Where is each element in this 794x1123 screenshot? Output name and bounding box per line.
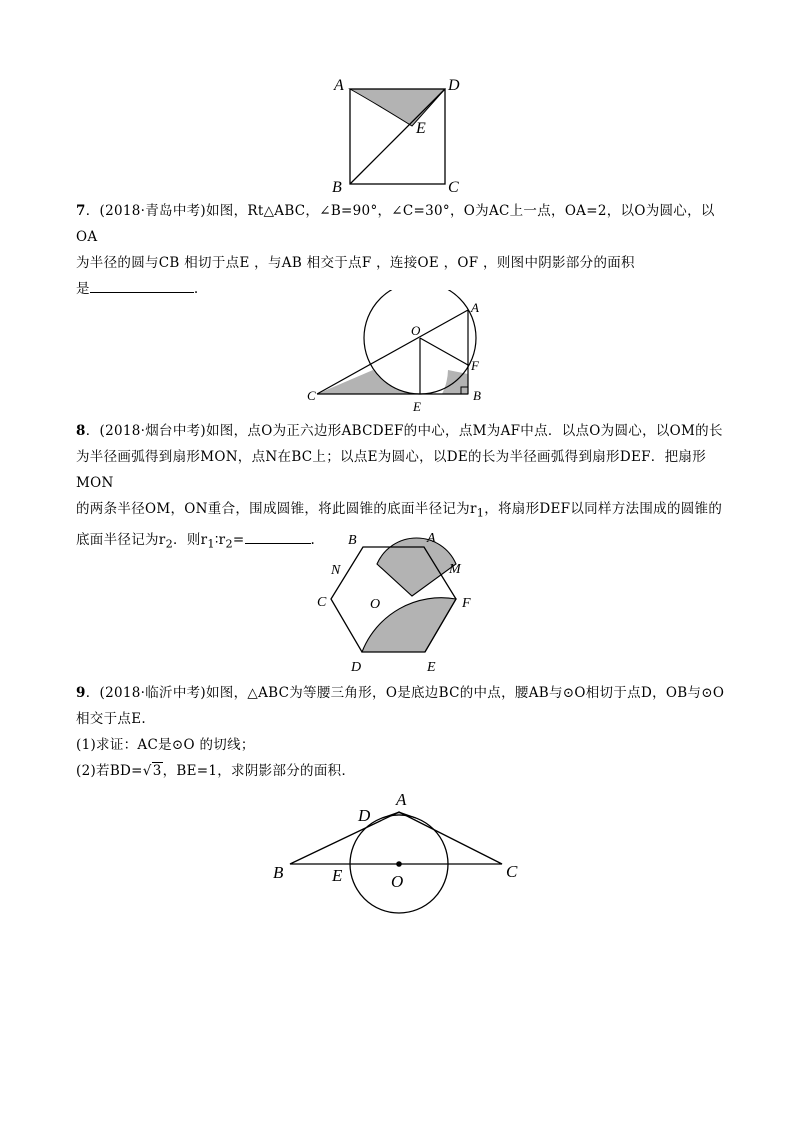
label-c: C bbox=[506, 862, 518, 881]
figure-q9 bbox=[270, 785, 530, 920]
figure-q7 bbox=[305, 290, 505, 415]
label-c: C bbox=[307, 388, 316, 403]
triangle-abc bbox=[290, 812, 502, 864]
label-d: D bbox=[448, 77, 460, 94]
label-n: N bbox=[331, 563, 341, 578]
q8-number: 8 bbox=[76, 423, 86, 439]
q7-number: 7 bbox=[76, 203, 86, 219]
q7-text-1: 如图，Rt△ABC，∠B=90°，∠C=30°，O为AC上一点，OA=2，以O为圆心，以OA bbox=[76, 203, 715, 245]
label-e: E bbox=[427, 660, 436, 675]
q7-line-3: 是 . bbox=[76, 276, 726, 302]
label-o: O bbox=[411, 323, 421, 338]
q8-line-1: 8．(2018·烟台中考)如图，点O为正六边形ABCDEF的中心，点M为AF中点．以点O为圆心，以OM的长 bbox=[76, 423, 723, 439]
question-9 bbox=[76, 680, 726, 784]
center-point bbox=[396, 861, 402, 867]
label-f: F bbox=[462, 596, 471, 611]
label-a: A bbox=[396, 790, 407, 809]
label-b: B bbox=[348, 533, 357, 548]
label-e: E bbox=[416, 120, 426, 137]
q7-line-2: 为半径的圆与CB 相切于点E ，与AB 相交于点F ，连接OE ，OF ，则图中阴影部分的面积 bbox=[76, 255, 635, 271]
label-d: D bbox=[358, 806, 371, 825]
figure-q8-hexagon bbox=[310, 526, 490, 676]
label-d: D bbox=[351, 660, 362, 675]
label-c: C bbox=[448, 179, 459, 196]
label-m: M bbox=[449, 562, 461, 577]
q9-part-2: (2)若BD=√3，BE=1，求阴影部分的面积． bbox=[76, 758, 726, 784]
question-7 bbox=[76, 198, 726, 302]
q7-line-1: 7．(2018·青岛中考)如图，Rt△ABC，∠B=90°，∠C=30°，O为AC上一点，OA=2，以O为圆心，以OA bbox=[76, 203, 715, 245]
label-a: A bbox=[427, 531, 436, 546]
q9-number: 9 bbox=[76, 685, 86, 701]
q9-source: (2018·临沂中考) bbox=[99, 685, 206, 701]
q8-source: (2018·烟台中考) bbox=[99, 423, 206, 439]
label-o: O bbox=[391, 872, 404, 891]
label-b: B bbox=[332, 179, 342, 196]
answer-blank[interactable] bbox=[245, 529, 311, 544]
q8-text-1: 如图，点O为正六边形ABCDEF的中心，点M为AF中点．以点O为圆心，以OM的长 bbox=[206, 423, 723, 439]
label-a: A bbox=[471, 300, 479, 315]
sqrt-3: √3 bbox=[142, 763, 162, 779]
label-e: E bbox=[413, 399, 421, 414]
label-c: C bbox=[317, 595, 327, 610]
answer-blank[interactable] bbox=[90, 278, 194, 293]
label-e: E bbox=[332, 866, 343, 885]
label-f: F bbox=[471, 358, 479, 373]
q7-source: (2018·青岛中考) bbox=[99, 203, 206, 219]
label-b: B bbox=[473, 388, 481, 403]
q9-text-1: 如图，△ABC为等腰三角形，O是底边BC的中点，腰AB与⊙O相切于点D，OB与⊙O bbox=[206, 685, 725, 701]
shaded-region bbox=[317, 370, 420, 394]
q8-line-4: 底面半径记为$r_2$．则$r_1∶r_2=$ . bbox=[76, 527, 726, 558]
q9-part-1: (1)求证：AC是⊙O 的切线； bbox=[76, 737, 255, 753]
q9-line-1: 9．(2018·临沂中考)如图，△ABC为等腰三角形，O是底边BC的中点，腰AB与⊙O相切于点D，OB与⊙O bbox=[76, 685, 725, 701]
label-o: O bbox=[370, 597, 381, 612]
figure-square-abcd bbox=[320, 68, 480, 198]
shaded-region bbox=[350, 89, 445, 126]
label-b: B bbox=[273, 863, 284, 882]
label-a: A bbox=[334, 77, 344, 94]
q8-line-3: 的两条半径OM，ON重合，围成圆锥，将此圆锥的底面半径记为$r_1$，将扇形DEF以同样方法围成的圆锥的 bbox=[76, 501, 723, 520]
q8-line-2: 为半径画弧得到扇形MON，点N在BC上；以点E为圆心，以DE的长为半径画弧得到扇形DEF．把扇形MON bbox=[76, 449, 706, 491]
q9-line-2: 相交于点E. bbox=[76, 711, 146, 727]
